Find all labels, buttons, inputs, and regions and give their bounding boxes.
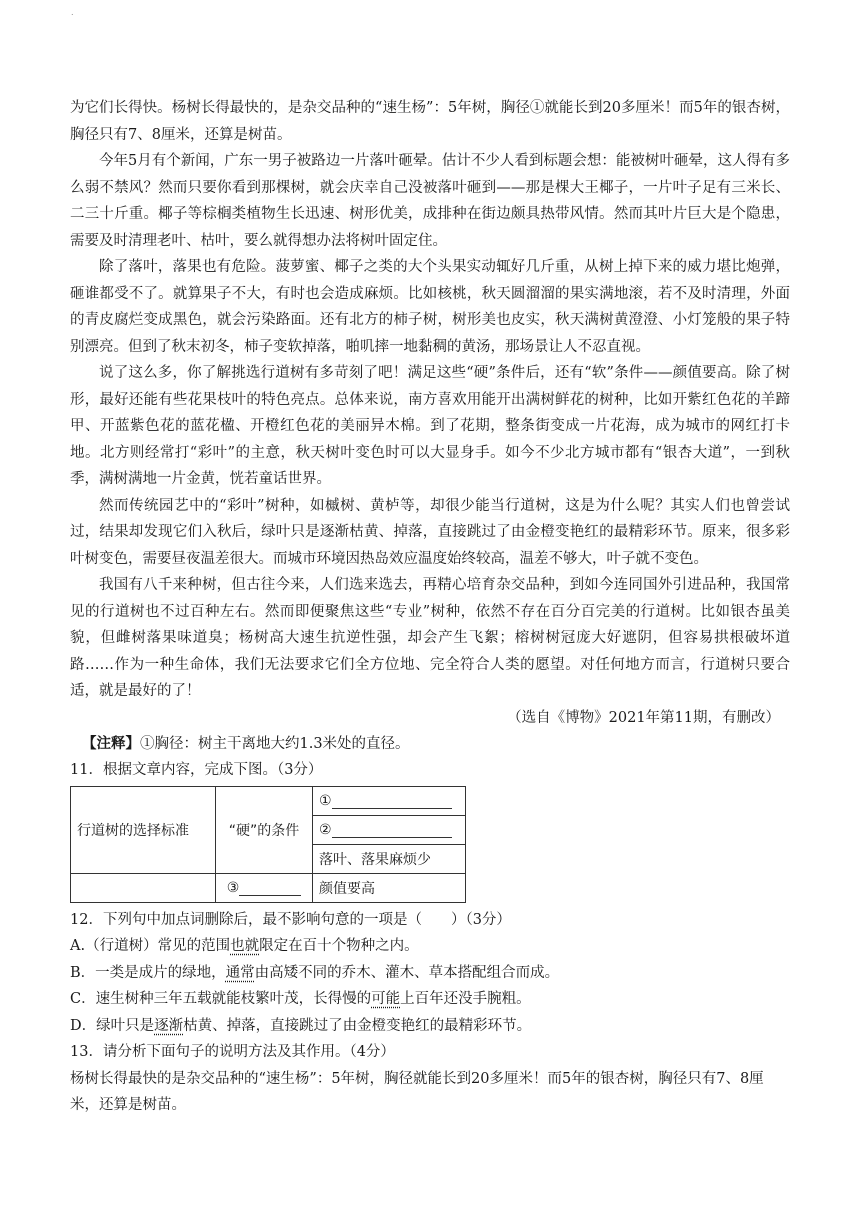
selection-criteria-diagram — [70, 786, 466, 903]
answer-line — [332, 823, 452, 838]
diagram-blank-2[interactable]: ② — [313, 815, 466, 844]
option-d[interactable]: D．绿叶只是逐渐枯黄、掉落，直接跳过了由金橙变艳红的最精彩环节。 — [70, 1017, 532, 1034]
note-label: 【注释】 — [82, 736, 140, 752]
option-c[interactable]: C．速生树种三年五载就能枝繁叶茂，长得慢的可能上百年还没手腕粗。 — [70, 991, 531, 1007]
diagram-empty-cell — [71, 873, 216, 902]
diagram-hard-item-3: 落叶、落果麻烦少 — [313, 844, 466, 873]
diagram-blank-3[interactable]: ③ — [216, 873, 313, 902]
option-a[interactable]: A.（行道树）常见的范围也就限定在百十个物种之内。 — [70, 938, 419, 954]
answer-line — [239, 881, 301, 896]
annotation — [70, 731, 790, 757]
diagram-blank-1[interactable]: ① — [313, 786, 466, 815]
paragraph: 除了落叶，落果也有危险。菠萝蜜、椰子之类的大个头果实动辄好几斤重，从树上掉下来的威力堪比炮弹，砸谁都受不了。就算果子不大，有时也会造成麻烦。比如核桃，秋天圆溜溜的果实满地滚，若不及时清理，外面的青皮腐烂变成黑色，就会污染路面。还有北方的柿子树，树形美也皮实，秋天满树黄澄澄、小灯笼般的果子特别漂亮。但到了秋末初冬，柿子变软掉落，啪叽摔一地黏稠的黄汤，那场景让人不忍直视。 — [70, 259, 790, 355]
paragraph: 今年5月有个新闻，广东一男子被路边一片落叶砸晕。估计不少人看到标题会想：能被树叶砸晕，这人得有多么弱不禁风？然而只要你看到那棵树，就会庆幸自己没被落叶砸到——那是棵大王椰子，一片叶子足有三米长、二三十斤重。椰子等棕榈类植物生长迅速、树形优美，成排种在街边颇具热带风情。然而其叶片巨大是个隐患，需要及时清理老叶、枯叶，要么就得想办法将树叶固定住。 — [70, 153, 790, 249]
dotted-word: 也就 — [230, 938, 260, 954]
diagram-root-label: 行道树的选择标准 — [71, 786, 216, 873]
question-11-prompt: 11．根据文章内容，完成下图。（3分） — [70, 762, 323, 778]
question-13-prompt: 13．请分析下面句子的说明方法及其作用。（4分） — [70, 1044, 395, 1060]
page-mark: . — [71, 8, 74, 17]
note-text: ①胸径：树主干离地大约1.3米处的直径。 — [140, 736, 410, 752]
option-b[interactable]: B．一类是成片的绿地，通常由高矮不同的乔木、灌木、草本搭配组合而成。 — [70, 964, 560, 981]
dotted-word: 可能 — [371, 991, 401, 1007]
question-12-prompt: 12．下列句中加点词删除后，最不影响句意的一项是（ ）（3分） — [70, 911, 511, 928]
paragraph: 说了这么多，你了解挑选行道树有多苛刻了吧！满足这些“硬”条件后，还有“软”条件——颜值要高。除了树形，最好还能有些花果枝叶的特色亮点。总体来说，南方喜欢用能开出满树鲜花的树种，比如开紫红色花的羊蹄甲、开蓝紫色花的蓝花楹、开橙红色花的美丽异木棉。到了花期，整条街变成一片花海，成为城市的网红打卡地。北方则经常打“彩叶”的主意，秋天树叶变色时可以大显身手。如今不少北方城市都有“银杏大道”，一到秋季，满树满地一片金黄，恍若童话世界。 — [70, 365, 790, 487]
diagram-hard-label: “硬”的条件 — [216, 786, 313, 873]
question-13-quote: 杨树长得最快的是杂交品种的“速生杨”：5年树，胸径就能长到20多厘米！而5年的银杏树，胸径只有7、8厘米，还算是树苗。 — [70, 1070, 764, 1113]
answer-line — [332, 794, 452, 809]
diagram-soft-item: 颜值要高 — [313, 873, 466, 902]
article — [70, 95, 790, 1119]
dotted-word: 逐渐 — [154, 1017, 184, 1034]
dotted-word: 通常 — [225, 964, 255, 981]
paragraph: 为它们长得快。杨树长得最快的，是杂交品种的“速生杨”：5年树，胸径①就能长到20多厘米！而5年的银杏树，胸径只有7、8厘米，还算是树苗。 — [70, 100, 790, 143]
paragraph: 我国有八千来种树，但古往今来，人们选来选去，再精心培育杂交品种，到如今连同国外引进品种，我国常见的行道树也不过百种左右。然而即便聚焦这些“专业”树种，依然不存在百分百完美的行道树。比如银杏虽美貌，但雌树落果味道臭；杨树高大速生抗逆性强，却会产生飞絮；榕树树冠庞大好遮阴，但容易拱根破坏道路……作为一种生命体，我们无法要求它们全方位地、完全符合人类的愿望。对任何地方而言，行道树只要合适，就是最好的了！ — [70, 577, 790, 699]
source-citation: （选自《博物》2021年第11期，有删改） — [507, 709, 780, 726]
paragraph: 然而传统园艺中的“彩叶”树种，如槭树、黄栌等，却很少能当行道树，这是为什么呢？其实人们也曾尝试过，结果却发现它们入秋后，绿叶只是逐渐枯黄、掉落，直接跳过了由金橙变艳红的最精彩环节。原来，很多彩叶树变色，需要昼夜温差很大。而城市环境因热岛效应温度始终较高，温差不够大，叶子就不变色。 — [70, 497, 790, 567]
